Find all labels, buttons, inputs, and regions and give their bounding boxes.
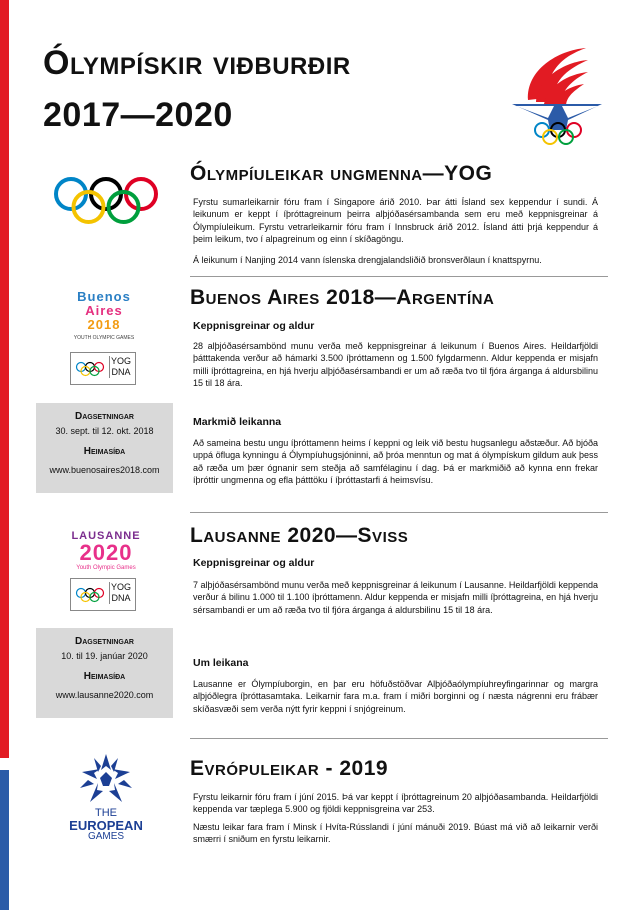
- dna-label: DNA: [111, 593, 131, 603]
- lausanne-logo-caption: Youth Olympic Games: [76, 565, 136, 571]
- yog-paragraph-1: Fyrstu sumarleikarnir fóru fram í Singapore árið 2010. Þar átti Ísland sex keppendur í sundi. Á leikunum er keppt í íþróttagreinum þeirra alþjóðasérsambanda sem eru með keppnisgreinar á Ólympíuleikum. Fyrstu vetrarleikarnir fóru fram í Innsbruck árið 2012. Ísland átti þrjá keppendur á þeim leikum, tvo í alpagreinum og einn í skíðagöngu.: [193, 197, 598, 245]
- lausanne-logo-line2: 2020: [79, 540, 133, 565]
- lausanne-yog-dna-badge: [70, 578, 136, 611]
- buenos-info-box: [36, 403, 173, 493]
- lausanne-info-box: [36, 628, 173, 718]
- buenos-logo-line1: Buenos: [77, 289, 131, 304]
- torch-base-icon: [512, 104, 602, 130]
- dates-label: Dagsetningar: [75, 636, 134, 647]
- eg-logo-line1: THE: [95, 807, 117, 819]
- yog-dna-label: [109, 356, 132, 378]
- page-title-line1: Ólympískir viðburðir: [43, 44, 351, 82]
- buenos-paragraph-2: Að sameina bestu ungu íþróttamenn heims í keppni og leik við bestu hugsanlegu aðstæður. Að bjóða uppá öfluga kynningu á Ólympíuhugsjóninni, að þróa menntun og mat á ólympískum gildum auk þess að ræða um þær ógnanir sem steðja að samfélaginu í dag. Þá er markmiðið að kynna enn frekar íþróttir ungmenna og efla þátttöku í íþróttastarfi á heimsvísu.: [193, 438, 598, 486]
- eg-logo-line3: GAMES: [87, 831, 125, 842]
- section-divider: [190, 512, 608, 513]
- website-link[interactable]: www.lausanne2020.com: [55, 690, 154, 700]
- european-paragraph-1: Fyrstu leikarnir fóru fram í júní 2015. Þá var keppt í íþróttagreinum 20 alþjóðasambanda. Heildarfjöldi keppenda var tæplega 5.900 og fjöldi keppnisgreina var 253.: [193, 792, 598, 815]
- flame-icon: [528, 48, 588, 106]
- yog-paragraph-2: Á leikunum í Nanjing 2014 vann íslenska drengjalandsliðið bronsverðlaun í knattspyrnu.: [193, 255, 542, 265]
- european-games-star-icon: [78, 752, 134, 806]
- european-games-logo-text: [58, 808, 154, 842]
- dates-label: Dagsetningar: [75, 411, 134, 422]
- european-paragraph-2: Næstu leikar fara fram í Minsk í Hvíta-Rússlandi í júní mánuði 2019. Búast má við að leikarnir verði smærri í sniðum en fyrstu leikarnir.: [193, 822, 598, 845]
- lausanne-subhead-2: Um leikana: [193, 657, 249, 669]
- small-olympic-rings-icon: [75, 587, 105, 603]
- page-title-line2: 2017—2020: [43, 96, 233, 134]
- yog-label: YOG: [110, 582, 131, 592]
- buenos-subhead-1: Keppnisgreinar og aldur: [193, 320, 315, 332]
- buenos-aires-logo: [66, 290, 142, 341]
- lausanne-logo: [64, 530, 148, 571]
- buenos-yog-dna-badge: [70, 352, 136, 385]
- isi-logo: [508, 40, 606, 146]
- european-section-title: Evrópuleikar - 2019: [190, 757, 389, 780]
- lausanne-paragraph-1: 7 alþjóðasérsambönd munu verða með keppnisgreinar á leikunum í Lausanne. Heildarfjöldi keppenda verður á bilinu 1.000 til 1.100 íþróttamenn. Aldur keppenda er misjafn milli íþróttagreina, en hjá hverju sérsambandi er um að ræða tvo til fjóra árganga á aldursbilinu 15 til 18 ára.: [193, 580, 598, 615]
- lausanne-subhead-1: Keppnisgreinar og aldur: [193, 557, 315, 569]
- website-label: Heimasíða: [83, 446, 126, 457]
- buenos-section-title: Buenos Aires 2018—Argentína: [190, 286, 495, 309]
- red-side-stripe: [0, 0, 9, 758]
- buenos-logo-caption: YOUTH OLYMPIC GAMES: [73, 335, 135, 341]
- yog-label: YOG: [110, 356, 131, 366]
- small-olympic-rings-icon: [75, 361, 105, 377]
- yog-section-title: Ólympíuleikar ungmenna—YOG: [190, 162, 493, 185]
- dates-value: 30. sept. til 12. okt. 2018: [55, 426, 154, 436]
- buenos-paragraph-1: 28 alþjóðasérsambönd munu verða með keppnisgreinar á leikunum í Buenos Aires. Heildarfjöldi þátttakenda verður að hámarki 3.500 íþróttamenn og 1.500 fylgdarmenn. Aldur keppenda er misjafn milli íþróttagreina, en hjá hverju alþjóðasérsambandi er um að ræða tvo til fjóra árganga á aldursbilinu 15 til 18 ára.: [193, 341, 598, 389]
- lausanne-section-title: Lausanne 2020—Sviss: [190, 524, 409, 547]
- eg-logo-line2: EUROPEAN: [69, 818, 143, 833]
- buenos-logo-line3: 2018: [87, 317, 121, 332]
- yog-dna-label: [109, 582, 132, 604]
- dna-label: DNA: [111, 367, 131, 377]
- lausanne-logo-line1: LAUSANNE: [71, 530, 141, 542]
- blue-side-stripe: [0, 770, 9, 910]
- section-divider: [190, 276, 608, 277]
- dates-value: 10. til 19. janúar 2020: [61, 651, 148, 661]
- website-link[interactable]: www.buenosaires2018.com: [49, 465, 160, 475]
- buenos-subhead-2: Markmið leikanna: [193, 416, 282, 428]
- buenos-logo-line2: Aires: [85, 303, 123, 318]
- website-label: Heimasíða: [83, 671, 126, 682]
- white-side-stripe: [0, 758, 9, 770]
- olympic-rings-icon: [52, 176, 160, 224]
- section-divider: [190, 738, 608, 739]
- lausanne-paragraph-2: Lausanne er Ólympíuborgin, en þar eru höfuðstöðvar Alþjóðaólympíuhreyfingarinnar og margra alþjóðlegra íþróttasamtaka. Leikarnir fara m.a. fram í miðri borginni og í næsta nágrenni eru frábær skíðasvæði sem verða nýtt fyrir keppni í snjógreinum.: [193, 679, 598, 714]
